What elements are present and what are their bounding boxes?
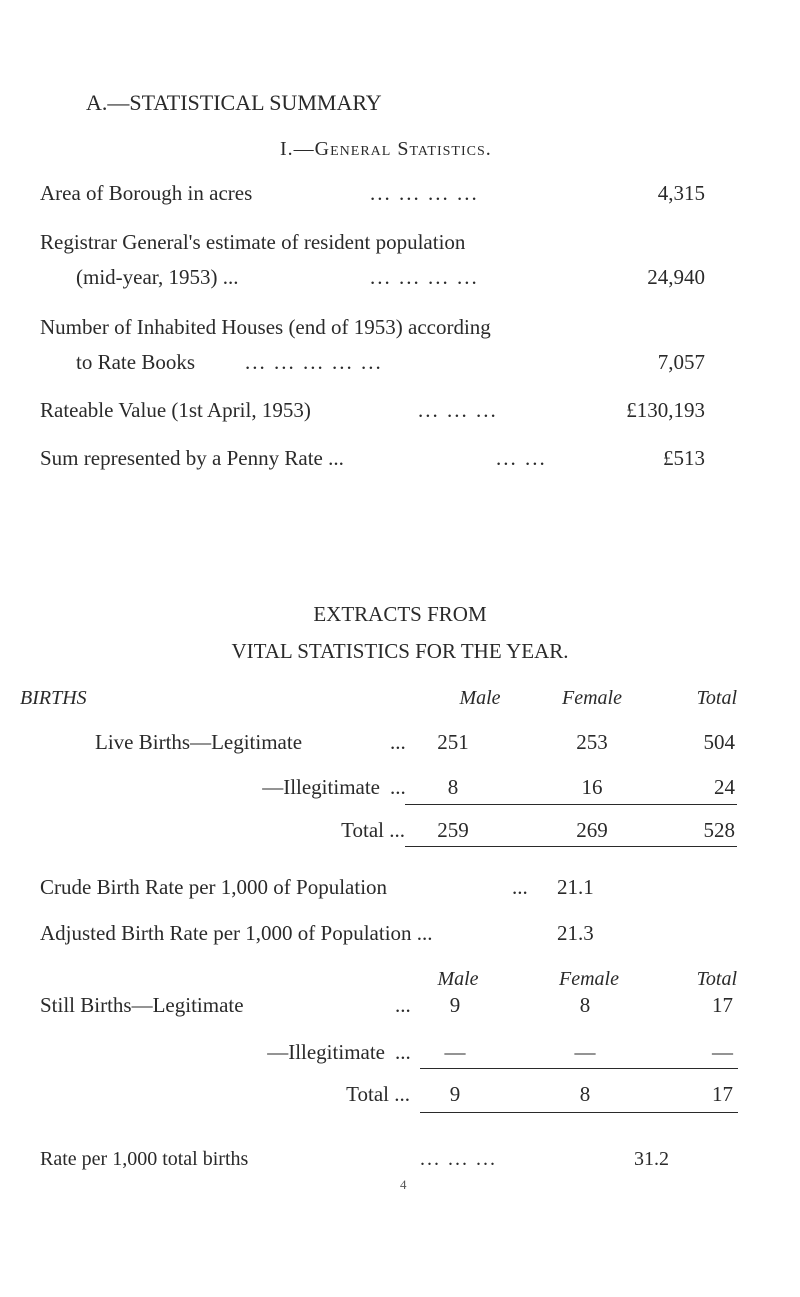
births-row-label: Live Births—Legitimate	[95, 730, 303, 754]
still-total-rule	[420, 1112, 738, 1113]
still-total-value: —	[712, 1040, 733, 1064]
still-male-value: 9	[449, 993, 461, 1017]
adjusted-birth-rate-label: Adjusted Birth Rate per 1,000 of Population ...	[40, 921, 433, 945]
population-label-line-1: Registrar General's estimate of resident population	[40, 230, 466, 254]
births-total-value: 504	[703, 730, 735, 754]
penny-rate-label: Sum represented by a Penny Rate ...	[40, 446, 344, 470]
births-male-value: 8	[447, 775, 459, 799]
crude-birth-rate-label: Crude Birth Rate per 1,000 of Population	[40, 875, 388, 899]
rateable-value-label: Rateable Value (1st April, 1953)	[40, 398, 311, 422]
still-total-value: 17	[712, 1082, 733, 1106]
population-value: 24,940	[647, 265, 705, 289]
births-total-value: 528	[703, 818, 735, 842]
houses-dots: ... ... ... ... ...	[245, 350, 383, 374]
births-female-value: 253	[576, 730, 608, 754]
still-row-dots: ...	[395, 993, 411, 1017]
births-row-label: Total ...	[341, 818, 405, 842]
births-female-value: 16	[581, 775, 603, 799]
births-total-rule	[405, 846, 737, 847]
still-row-label: Total ...	[346, 1082, 410, 1106]
births-header-male: Male	[459, 687, 501, 709]
extracts-title-line-1: EXTRACTS FROM	[313, 602, 487, 626]
births-row-dots: ...	[390, 730, 406, 754]
rateable-value-dots: ... ... ...	[418, 398, 498, 422]
births-row-dots: ...	[390, 775, 406, 799]
births-header-total: Total	[696, 687, 737, 709]
still-header-male: Male	[437, 968, 479, 990]
still-row-label: Still Births—Legitimate	[40, 993, 244, 1017]
still-row-dots: ...	[395, 1040, 411, 1064]
still-header-female: Female	[559, 968, 619, 990]
still-male-value: —	[444, 1040, 466, 1064]
population-label-line-2: (mid-year, 1953) ...	[76, 265, 239, 289]
births-male-value: 251	[437, 730, 469, 754]
still-male-value: 9	[449, 1082, 461, 1106]
still-rate-value: 31.2	[634, 1148, 669, 1170]
still-subtotal-rule	[420, 1068, 738, 1069]
area-dots: ... ... ... ...	[370, 181, 479, 205]
still-female-value: —	[574, 1040, 596, 1064]
still-rate-label: Rate per 1,000 total births	[40, 1148, 249, 1170]
penny-rate-dots: ... ...	[496, 446, 547, 470]
houses-label-line-2: to Rate Books	[76, 350, 195, 374]
still-total-value: 17	[712, 993, 733, 1017]
births-row-label: —Illegitimate	[262, 775, 380, 799]
births-header-female: Female	[562, 687, 622, 709]
still-row-label: —Illegitimate	[267, 1040, 385, 1064]
adjusted-birth-rate-value: 21.3	[557, 921, 594, 945]
rateable-value: £130,193	[626, 398, 705, 422]
page-mark: 4	[400, 1177, 407, 1192]
houses-label-line-1: Number of Inhabited Houses (end of 1953) according	[40, 315, 491, 339]
houses-value: 7,057	[657, 350, 705, 374]
still-female-value: 8	[579, 993, 591, 1017]
births-total-value: 24	[714, 775, 735, 799]
still-rate-dots: ... ... ...	[420, 1148, 497, 1170]
births-section-label: BIRTHS	[20, 687, 87, 709]
area-label: Area of Borough in acres	[40, 181, 253, 205]
summary-heading: A.—STATISTICAL SUMMARY	[86, 90, 382, 115]
still-header-total: Total	[696, 968, 737, 990]
crude-birth-rate-dots: ...	[512, 875, 528, 899]
births-female-value: 269	[576, 818, 608, 842]
area-value: 4,315	[657, 181, 705, 205]
births-subtotal-rule	[405, 804, 737, 805]
population-dots: ... ... ... ...	[370, 265, 479, 289]
births-male-value: 259	[437, 818, 469, 842]
still-female-value: 8	[579, 1082, 591, 1106]
penny-rate-value: £513	[663, 446, 705, 470]
general-statistics-heading: I.—General Statistics.	[280, 138, 492, 160]
extracts-title-line-2: VITAL STATISTICS FOR THE YEAR.	[231, 639, 569, 663]
crude-birth-rate-value: 21.1	[557, 875, 594, 899]
